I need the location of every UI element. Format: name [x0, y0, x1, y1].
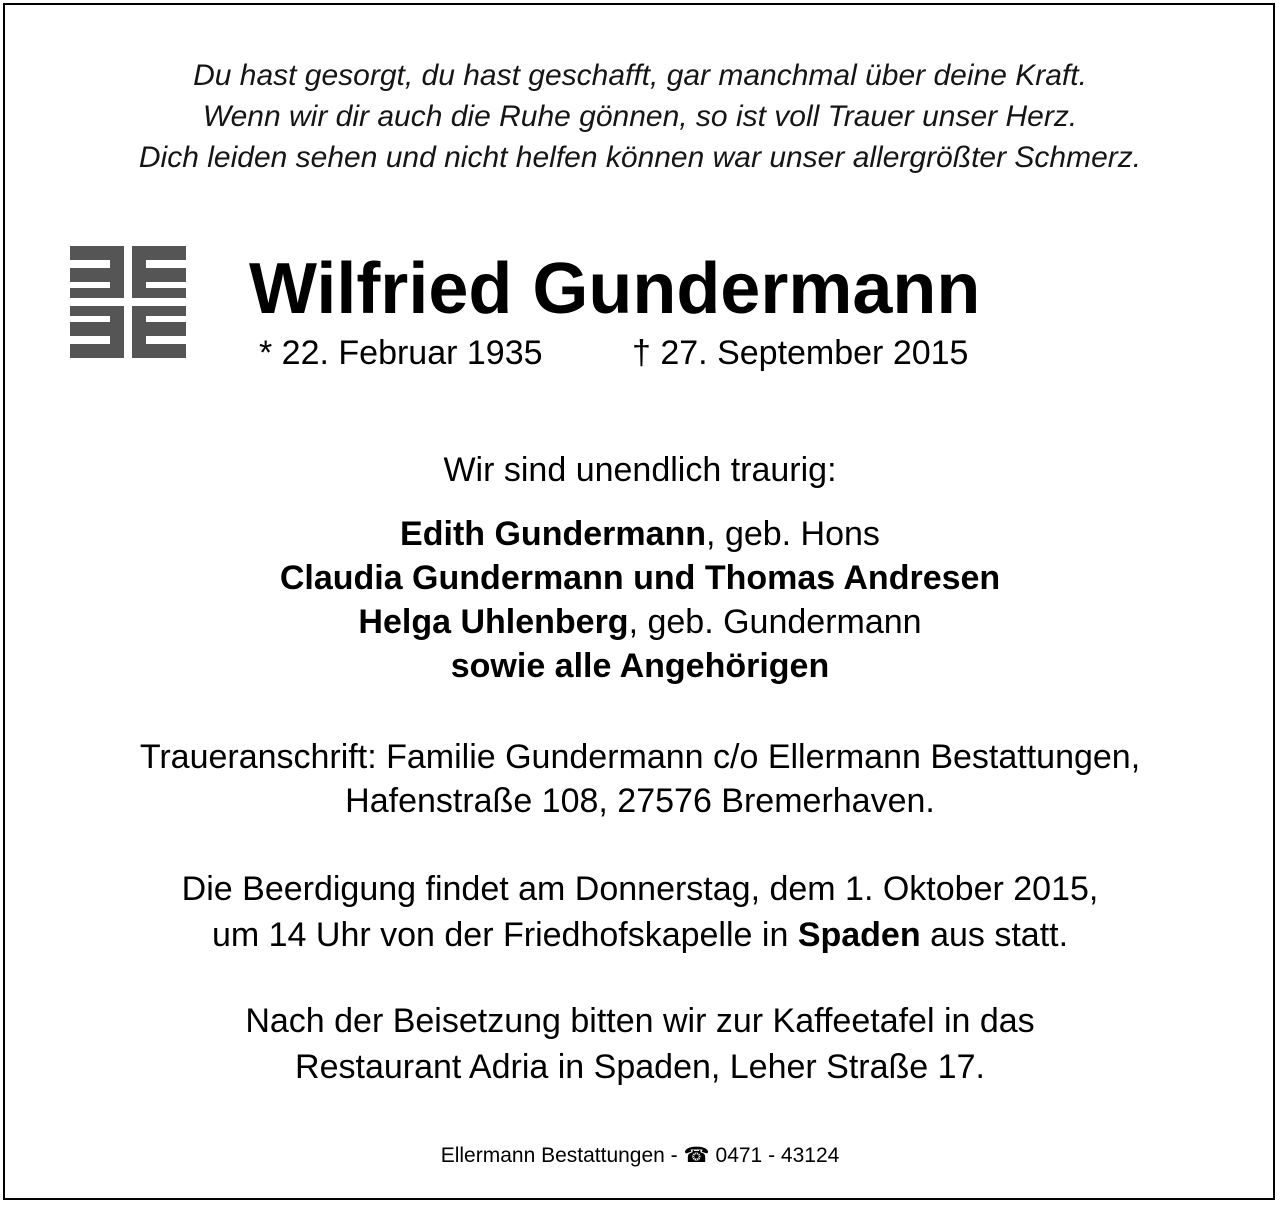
telephone-icon: ☎	[683, 1144, 710, 1167]
mourner-line	[0, 600, 1280, 644]
funeral-text: aus statt.	[920, 916, 1069, 954]
poem	[0, 55, 1280, 178]
funeral-info	[0, 866, 1280, 958]
phone-number: 0471 - 43124	[709, 1144, 840, 1167]
mourner-line: Claudia Gundermann und Thomas Andresen	[279, 559, 1001, 597]
footer	[0, 1142, 1280, 1170]
mourners-intro: Wir sind unendlich traurig:	[443, 451, 837, 489]
mourner-line	[0, 512, 1280, 556]
funeral-text: um 14 Uhr von der Friedhofskapelle in	[211, 916, 798, 954]
poem-line-2: Wenn wir dir auch die Ruhe gönnen, so ist voll Trauer unser Herz.	[202, 100, 1078, 133]
address-line-1: Traueranschrift: Familie Gundermann c/o Ellermann Bestattungen,	[139, 738, 1141, 776]
deceased-name: Wilfried Gundermann	[249, 249, 981, 329]
mourners-list	[0, 512, 1280, 688]
death-date: † 27. September 2015	[632, 334, 969, 372]
mourner-name: Edith Gundermann	[400, 515, 707, 553]
mourner-name: Helga Uhlenberg	[358, 603, 629, 641]
funeral-place: Spaden	[797, 916, 921, 954]
mourner-suffix: , geb. Hons	[706, 515, 880, 553]
poem-line-3: Dich leiden sehen und nicht helfen können war unser allergrößter Schmerz.	[138, 141, 1142, 174]
mourner-suffix: , geb. Gundermann	[628, 603, 922, 641]
turner-cross-icon	[70, 243, 186, 361]
funeral-line-2	[0, 912, 1280, 958]
mourning-address	[0, 735, 1280, 823]
address-line-2: Hafenstraße 108, 27576 Bremerhaven.	[345, 782, 935, 820]
reception-info	[0, 998, 1280, 1090]
reception-line-2: Restaurant Adria in Spaden, Leher Straße 17.	[295, 1048, 985, 1086]
funeral-home-name: Ellermann Bestattungen -	[440, 1144, 684, 1167]
poem-line-1: Du hast gesorgt, du hast geschafft, gar manchmal über deine Kraft.	[193, 59, 1087, 92]
mourner-line: sowie alle Angehörigen	[450, 647, 830, 685]
reception-line-1: Nach der Beisetzung bitten wir zur Kaffeetafel in das	[245, 1002, 1035, 1040]
funeral-line-1: Die Beerdigung findet am Donnerstag, dem 1. Oktober 2015,	[181, 870, 1099, 908]
birth-date: * 22. Februar 1935	[259, 334, 543, 372]
